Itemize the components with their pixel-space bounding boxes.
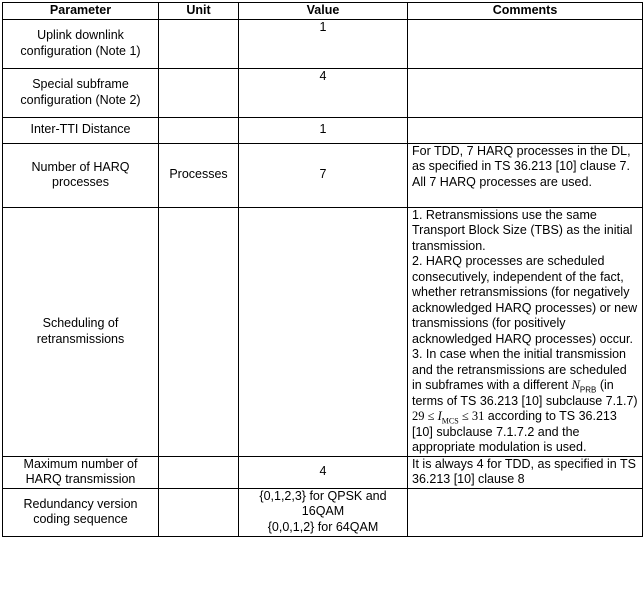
row-redundancy-version <box>3 488 643 536</box>
comment-uldl-config <box>408 19 643 68</box>
row-max-harq <box>3 456 643 488</box>
value-uldl-config: 1 <box>239 19 408 68</box>
imcs-upper-bound: ≤ 31 <box>458 409 485 423</box>
header-comments: Comments <box>408 3 643 20</box>
param-scheduling: Scheduling of retransmissions <box>3 207 159 456</box>
row-special-subframe <box>3 68 643 117</box>
header-value: Value <box>239 3 408 20</box>
value-harq-processes: 7 <box>239 143 408 207</box>
imcs-lower-bound: 29 ≤ <box>412 409 438 423</box>
unit-inter-tti <box>159 117 239 143</box>
unit-special-subframe <box>159 68 239 117</box>
param-redundancy-version: Redundancy version coding sequence <box>3 488 159 536</box>
param-special-subframe: Special subframe configuration (Note 2) <box>3 68 159 117</box>
row-inter-tti <box>3 117 643 143</box>
param-harq-processes: Number of HARQ processes <box>3 143 159 207</box>
imcs-symbol: I <box>437 409 442 423</box>
unit-uldl-config <box>159 19 239 68</box>
scheduling-point-2: 2. HARQ processes are scheduled consecutively, independent of the fact, whether retransmissions (for negatively acknowledged HARQ processes) or new transmissions (for positively acknowledged HARQ processes) occur. <box>412 254 638 346</box>
value-rv-line-1: {0,1,2,3} for QPSK and 16QAM <box>259 488 387 519</box>
scheduling-point-1: 1. Retransmissions use the same Transport Block Size (TBS) as the initial transmission. <box>412 207 633 253</box>
row-harq-processes <box>3 143 643 207</box>
comment-redundancy-version <box>408 488 643 536</box>
unit-harq-processes: Processes <box>159 143 239 207</box>
comment-harq-line-2: All 7 HARQ processes are used. <box>412 174 592 189</box>
param-max-harq: Maximum number of HARQ transmission <box>3 456 159 488</box>
header-parameter: Parameter <box>3 3 159 20</box>
imcs-inequality <box>412 409 485 426</box>
param-inter-tti: Inter-TTI Distance <box>3 117 159 143</box>
unit-max-harq <box>159 456 239 488</box>
unit-redundancy-version <box>159 488 239 536</box>
value-rv-line-2: {0,0,1,2} for 64QAM <box>267 519 379 534</box>
value-inter-tti: 1 <box>239 117 408 143</box>
scheduling-point-3 <box>412 347 638 456</box>
parameter-table <box>2 2 643 537</box>
param-uldl-config: Uplink downlink configuration (Note 1) <box>3 19 159 68</box>
row-uldl-config <box>3 19 643 68</box>
comment-harq-processes <box>408 143 643 207</box>
value-max-harq: 4 <box>239 456 408 488</box>
comment-special-subframe <box>408 68 643 117</box>
scheduling-point-3-part-b: (in terms of TS 36.213 [10] subclause 7.1.7) <box>412 378 638 408</box>
value-redundancy-version <box>239 488 408 536</box>
scheduling-point-3-part-c: according to TS 36.213 [10] subclause 7.1.7.2 and the appropriate modulation is used. <box>412 409 617 454</box>
comment-inter-tti <box>408 117 643 143</box>
header-row <box>3 3 643 20</box>
comment-max-harq: It is always 4 for TDD, as specified in TS 36.213 [10] clause 8 <box>408 456 643 488</box>
nprb-subscript: PRB <box>579 385 597 395</box>
row-scheduling <box>3 207 643 456</box>
imcs-subscript: MCS <box>441 416 459 426</box>
value-special-subframe: 4 <box>239 68 408 117</box>
comment-harq-line-1: For TDD, 7 HARQ processes in the DL, as specified in TS 36.213 [10] clause 7. <box>412 143 631 173</box>
header-unit: Unit <box>159 3 239 20</box>
nprb-symbol: N <box>571 378 580 392</box>
value-scheduling <box>239 207 408 456</box>
unit-scheduling <box>159 207 239 456</box>
comment-scheduling <box>408 207 643 456</box>
scheduling-point-3-part-a: 3. In case when the initial transmission and the retransmissions are scheduled in subframes with a different <box>412 347 627 392</box>
